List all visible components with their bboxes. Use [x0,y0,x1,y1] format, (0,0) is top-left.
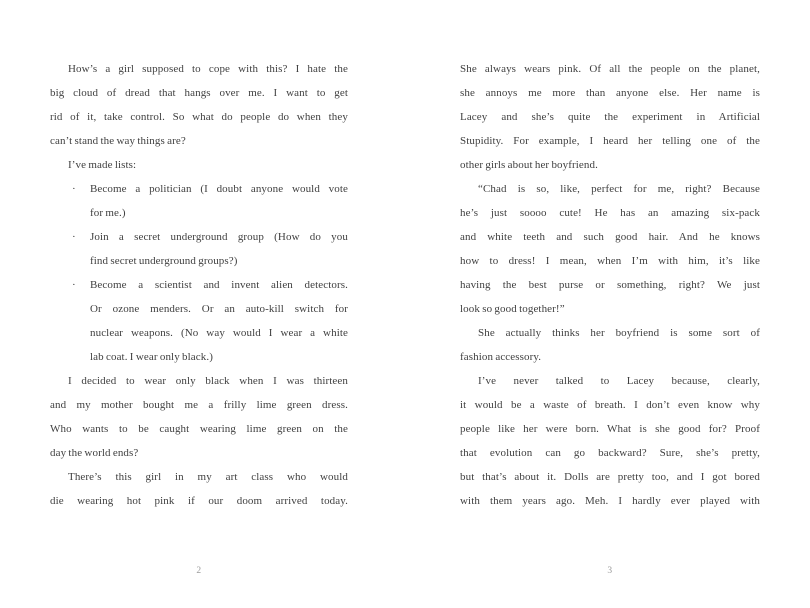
text-line-content: lab coat. I wear only black.) [90,351,213,363]
text-line-content: big cloud of dread that hangs over me. I want to get [50,87,348,99]
text-line [50,369,348,393]
book-page-left [50,57,348,576]
text-line [460,153,760,177]
text-line-content: Or ozone menders. Or an auto-kill switch for [90,303,348,315]
text-line-content: and white teeth and such good hair. And he knows [460,231,760,243]
text-line-content: people like her were born. What is she good for? Proof [460,423,760,435]
text-line [460,225,760,249]
text-line-content: How’s a girl supposed to cope with this? I hate the [68,63,348,75]
text-line [50,201,348,225]
text-line [50,177,348,201]
bullet-icon: · [72,231,76,243]
text-line-content: I decided to wear only black when I was thirteen [68,375,348,387]
text-line [460,129,760,153]
text-line [50,465,348,489]
text-line-content: I’ve made lists: [68,159,137,171]
text-line-content: and my mother bought me a frilly lime green dress. [50,399,348,411]
text-line [460,369,760,393]
bullet-icon: · [72,183,76,195]
text-line [50,393,348,417]
text-line [50,489,348,513]
text-line [460,297,760,321]
text-line [460,177,760,201]
text-line-content: There’s this girl in my art class who would [68,471,348,483]
text-line-content: look so good together!” [460,303,565,315]
text-line-content: she annoys me more than anyone else. Her name is [460,87,760,99]
text-line [460,393,760,417]
text-line [460,273,760,297]
page-text-column [50,57,348,513]
page-number: 3 [607,566,613,576]
bullet-icon: · [72,279,76,291]
text-line [460,201,760,225]
page-number: 2 [196,566,202,576]
text-line [50,129,348,153]
text-line-content: Lacey and she’s quite the experiment in Artificial [460,111,760,123]
text-line [460,81,760,105]
text-line-content: She always wears pink. Of all the people on the planet, [460,63,760,75]
text-line-content: it would be a waste of breath. I don’t even know why [460,399,760,411]
text-line-content: find secret underground groups?) [90,255,238,267]
text-line [50,441,348,465]
text-line-content: he’s just soooo cute! He has an amazing six-pack [460,207,760,219]
text-line [50,81,348,105]
text-line-content: for me.) [90,207,126,219]
text-line [50,105,348,129]
text-line [50,297,348,321]
text-line-content: how to dress! I mean, when I’m with him, it’s like [460,255,760,267]
book-page-right [460,57,760,576]
text-line-content: Who wants to be caught wearing lime green on the [50,423,348,435]
text-line [50,153,348,177]
text-line-content: with them years ago. Meh. I hardly ever played with [460,495,760,507]
text-line [460,417,760,441]
text-line [50,225,348,249]
text-line-content: fashion accessory. [460,351,542,363]
page-text-column [460,57,760,513]
text-line-content: can’t stand the way things are? [50,135,186,147]
text-line [50,57,348,81]
text-line-content: other girls about her boyfriend. [460,159,598,171]
text-line [460,465,760,489]
text-line [460,441,760,465]
text-line-content: Stupidity. For example, I heard her telling one of the [460,135,760,147]
text-line-content: having the best purse or something, right? We just [460,279,760,291]
text-line-content: nuclear weapons. (No way would I wear a white [90,327,348,339]
text-line-content: Become a scientist and invent alien detectors. [90,279,348,291]
text-line [50,321,348,345]
text-line-content: rid of it, take control. So what do people do when they [50,111,348,123]
text-line [50,273,348,297]
text-line [460,489,760,513]
text-line [50,345,348,369]
text-line-content: She actually thinks her boyfriend is some sort of [478,327,760,339]
text-line [460,321,760,345]
text-line [460,345,760,369]
text-line-content: Join a secret underground group (How do you [90,231,348,243]
text-line-content: I’ve never talked to Lacey because, clearly, [478,375,760,387]
text-line-content: day the world ends? [50,447,139,459]
text-line-content: die wearing hot pink if our doom arrived today. [50,495,348,507]
text-line [460,57,760,81]
text-line-content: that evolution can go backward? Sure, she’s pretty, [460,447,760,459]
text-line [460,105,760,129]
text-line [50,417,348,441]
text-line-content: Become a politician (I doubt anyone would vote [90,183,348,195]
text-line [460,249,760,273]
text-line-content: “Chad is so, like, perfect for me, right? Because [478,183,760,195]
text-line [50,249,348,273]
text-line-content: but that’s about it. Dolls are pretty too, and I got bored [460,471,760,483]
